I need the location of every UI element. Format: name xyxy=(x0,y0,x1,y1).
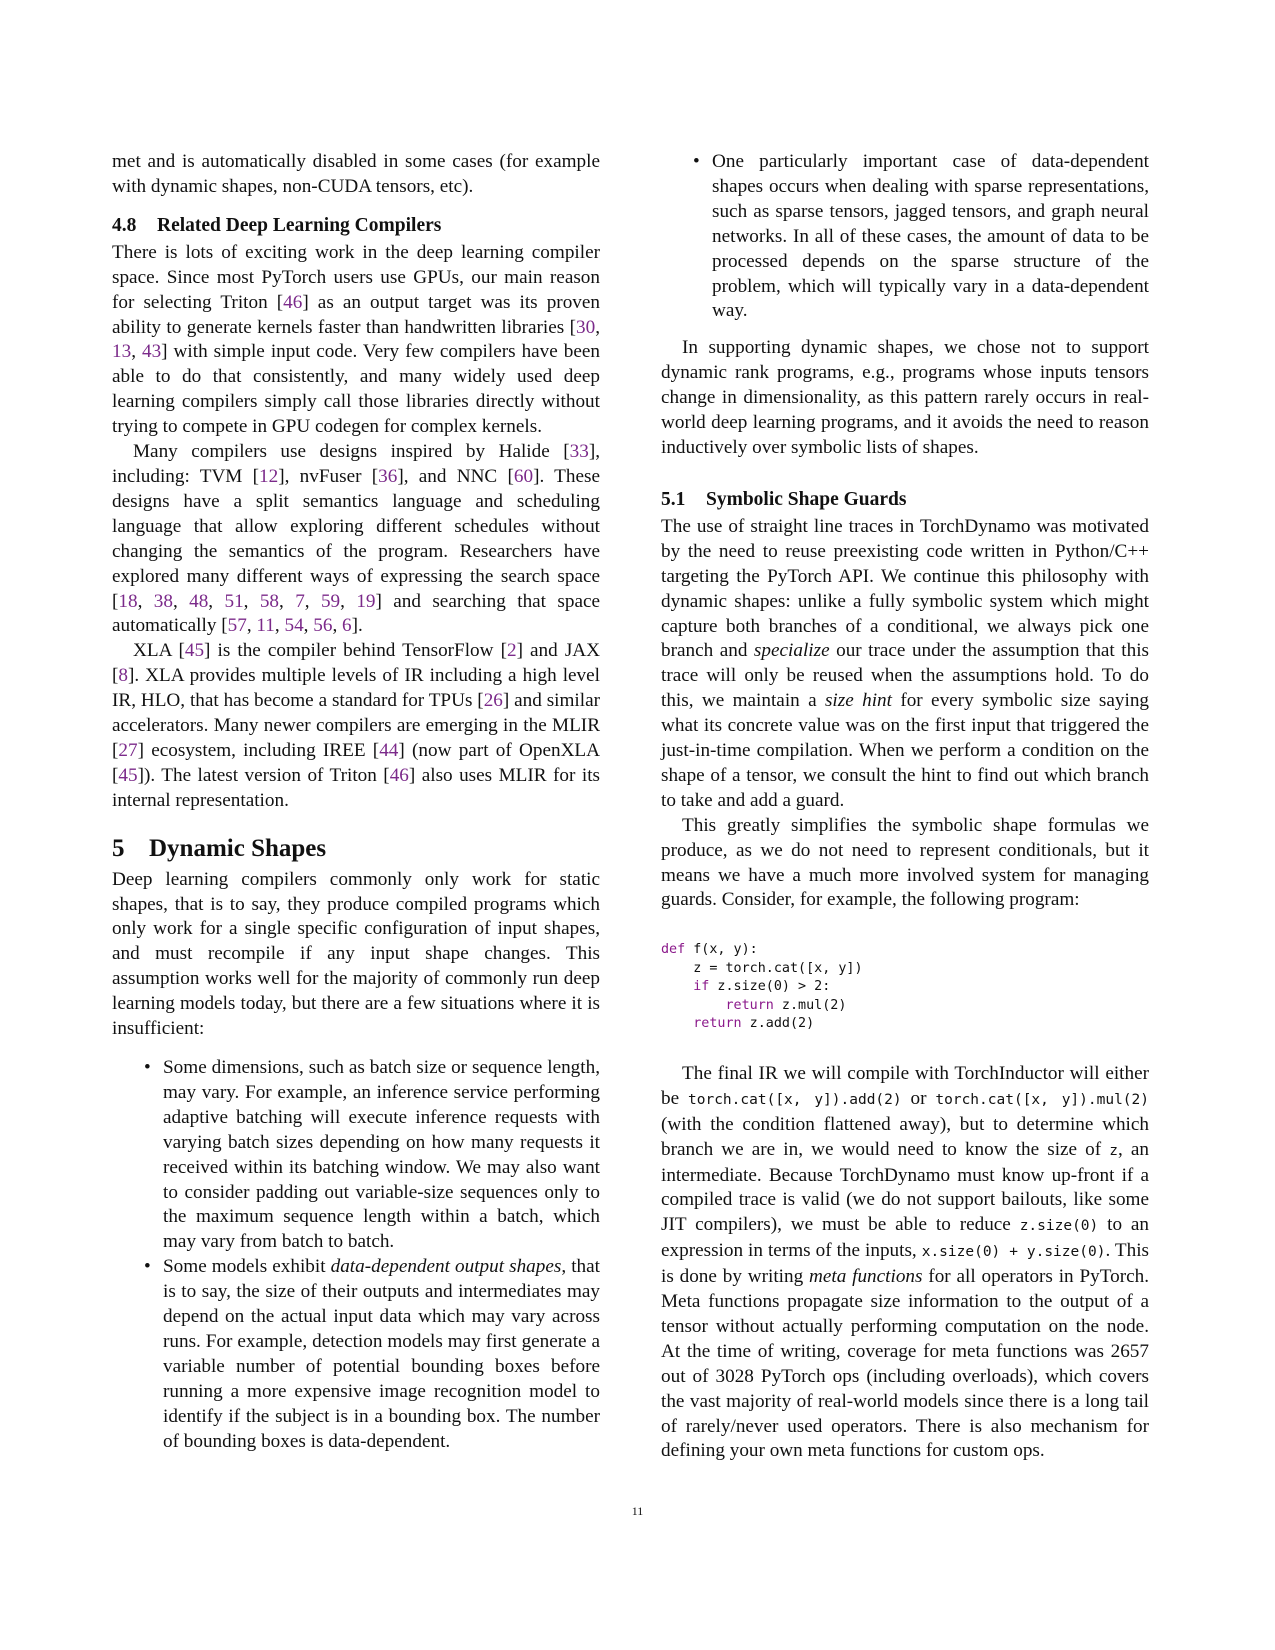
bullet-icon: • xyxy=(693,151,700,172)
paragraph-final-ir: The final IR we will compile with TorchInductor will either be torch.cat([x, y]).add(2) or torch.cat([x, y]).mul(2) (with the condition flattened away), but to determine which branch we are in, we would need to know the size of z, an intermediate. Because TorchDynamo must know up-front if a compiled trace is valid (we do not support bailouts, like some JIT compilers), we must be able to reduce z.size(0) to an expression in terms of the inputs, x.size(0) + y.size(0). This is done by writing meta functions for all operators in PyTorch. Meta functions propagate size information to the output of a tensor without actually performing computation on the node. At the time of writing, coverage for meta functions was 2657 out of 3028 PyTorch ops (including overloads), which covers the vast majority of real-world models since there is a long tail of rarely/never used operators. There is also mechanism for defining your own meta functions for custom ops. xyxy=(661,1062,1150,1462)
citation-link[interactable]: 45 xyxy=(118,764,138,786)
citation-link[interactable]: 11 xyxy=(256,615,275,637)
citation-link[interactable]: 57 xyxy=(227,615,247,637)
paragraph-related-compilers: There is lots of exciting work in the deep learning compiler space. Since most PyTorch users use GPUs, our main reason for selecting Triton [46] as an output target was its proven ability to generate kernels faster than handwritten libraries [30, 13, 43] with simple input code. Very few compilers have been able to do that consistently, and many widely used deep learning compilers simply call those libraries directly without trying to compete in GPU codegen for complex kernels. xyxy=(112,241,601,438)
code-keyword: return xyxy=(693,1016,742,1032)
citation-link[interactable]: 43 xyxy=(141,341,162,363)
citation-link[interactable]: 54 xyxy=(284,615,304,637)
citation-link[interactable]: 46 xyxy=(283,291,303,313)
citation-link[interactable]: 8 xyxy=(118,665,128,687)
citation-link[interactable]: 12 xyxy=(259,465,279,487)
citation-link[interactable]: 46 xyxy=(389,764,409,786)
citation-link[interactable]: 2 xyxy=(506,640,517,662)
bullet-icon: • xyxy=(144,1256,151,1278)
citation-link[interactable]: 26 xyxy=(483,690,503,712)
left-column xyxy=(112,150,600,1455)
section-heading-5 xyxy=(112,834,600,864)
citation-link[interactable]: 33 xyxy=(569,441,589,463)
paragraph-halide: Many compilers use designs inspired by Halide [33], including: TVM [12], nvFuser [36], and NNC [60]. These designs have a split semantics language and scheduling language that allow exploring different schedules without changing the semantics of the program. Researchers have explored many different ways of expressing the search space [18, 38, 48, 51, 58, 7, 59, 19] and searching that space automatically [57, 11, 54, 56, 6]. xyxy=(112,441,600,637)
code-listing: def f(x, y): z = torch.cat([x, y]) if z.size(0) > 2: return z.mul(2) return z.add(2) xyxy=(661,942,863,1032)
section-title: Dynamic Shapes xyxy=(149,834,327,862)
bullet-icon: • xyxy=(144,1057,151,1078)
inline-code: torch.cat([x, y]).mul(2) xyxy=(935,1091,1149,1108)
section-heading-5-1 xyxy=(661,487,1149,512)
page-number: 11 xyxy=(631,1504,644,1518)
section-title: Related Deep Learning Compilers xyxy=(157,214,442,236)
paragraph-continuation: met and is automatically disabled in some cases (for example with dynamic shapes, non-CUDA tensors, etc). xyxy=(112,151,600,197)
citation-link[interactable]: 58 xyxy=(259,590,280,612)
paragraph-shape-guards: The use of straight line traces in TorchDynamo was motivated by the need to reuse preexisting code written in Python/C++ targeting the PyTorch API. We continue this philosophy with dynamic shapes: unlike a fully symbolic system which might capture both branches of a conditional, we always pick one branch and specialize our trace under the assumption that this trace will only be reused when the assumptions hold. To do this, we maintain a size hint for every symbolic size saying what its concrete value was on the first input that triggered the just-in-time compilation. When we perform a condition on the shape of a tensor, we consult the hint to find out which branch to take and add a guard. xyxy=(661,515,1150,811)
citation-link[interactable]: 18 xyxy=(118,590,138,612)
list-item: • Some models exhibit data-dependent output shapes, that is to say, the size of their outputs and intermediates may depend on the actual input data which may vary across runs. For example, detection models may first generate a variable number of potential bounding boxes before running a more expensive image recognition model to identify if the subject is in a bounding box. The number of bounding boxes is data-dependent. xyxy=(144,1256,600,1452)
code-keyword: def xyxy=(661,942,686,958)
citation-link[interactable]: 19 xyxy=(356,590,376,612)
citation-link[interactable]: 27 xyxy=(118,739,138,761)
inline-code: torch.cat([x, y]).add(2) xyxy=(688,1091,902,1108)
section-number: 5 xyxy=(112,834,125,862)
citation-link[interactable]: 7 xyxy=(295,590,305,612)
list-item: • Some dimensions, such as batch size or sequence length, may vary. For example, an inference service performing adaptive batching will execute inference requests with varying batch sizes depending on how many requests it received within its batching window. We may also want to consider padding out variable-size sequences only to the maximum sequence length within a batch, which may vary from batch to batch. xyxy=(144,1057,600,1253)
citation-link[interactable]: 6 xyxy=(342,615,352,637)
paragraph-simplifies: This greatly simplifies the symbolic shape formulas we produce, as we do not need to represent conditionals, but it means we have a much more involved system for managing guards. Consider, for example, the following program: xyxy=(661,814,1149,911)
bullet-list xyxy=(661,150,1149,324)
inline-code: z xyxy=(1109,1142,1118,1159)
citation-link[interactable]: 60 xyxy=(513,465,534,487)
citation-link[interactable]: 59 xyxy=(320,590,341,612)
section-title: Symbolic Shape Guards xyxy=(706,488,907,510)
citation-link[interactable]: 38 xyxy=(153,590,173,612)
section-number: 5.1 xyxy=(661,488,686,510)
citation-link[interactable]: 51 xyxy=(224,590,244,612)
citation-link[interactable]: 44 xyxy=(379,739,399,761)
section-number: 4.8 xyxy=(112,214,137,236)
citation-link[interactable]: 30 xyxy=(576,316,596,338)
citation-link[interactable]: 45 xyxy=(184,640,205,662)
bullet-list xyxy=(112,1056,600,1455)
list-item: • One particularly important case of data-dependent shapes occurs when dealing with sparse representations, such as sparse tensors, jagged tensors, and graph neural networks. In all of these cases, the amount of data to be processed depends on the sparse structure of the problem, which will typically vary in a data-dependent way. xyxy=(693,151,1149,322)
section-heading-4-8 xyxy=(112,213,600,238)
inline-code: x.size(0) + y.size(0) xyxy=(921,1244,1106,1261)
paragraph-dynamic-rank: In supporting dynamic shapes, we chose not to support dynamic rank programs, e.g., programs whose inputs tensors change in dimensionality, as this pattern rarely occurs in real-world deep learning programs, and it avoids the need to reason inductively over symbolic lists of shapes. xyxy=(661,337,1149,458)
code-keyword: if xyxy=(693,979,710,995)
right-column xyxy=(661,150,1149,1464)
paragraph-dynamic-shapes-intro: Deep learning compilers commonly only work for static shapes, that is to say, they produce compiled programs which only work for a single specific configuration of input shapes, and must recompile if any input shape changes. This assumption works well for the majority of commonly run deep learning models today, but there are a few situations where it is insufficient: xyxy=(112,868,600,1040)
inline-code: z.size(0) xyxy=(1019,1218,1099,1235)
citation-link[interactable]: 36 xyxy=(378,465,398,487)
paragraph-xla: XLA [45] is the compiler behind TensorFlow [2] and JAX [8]. XLA provides multiple levels of IR including a high level IR, HLO, that has become a standard for TPUs [26] and similar accelerators. Many newer compilers are emerging in the MLIR [27] ecosystem, including IREE [44] (now part of OpenXLA [45]). The latest version of Triton [46] also uses MLIR for its internal representation. xyxy=(112,640,601,811)
citation-link[interactable]: 13 xyxy=(112,341,132,363)
citation-link[interactable]: 56 xyxy=(313,615,333,637)
citation-link[interactable]: 48 xyxy=(189,590,209,612)
code-keyword: return xyxy=(725,997,774,1013)
